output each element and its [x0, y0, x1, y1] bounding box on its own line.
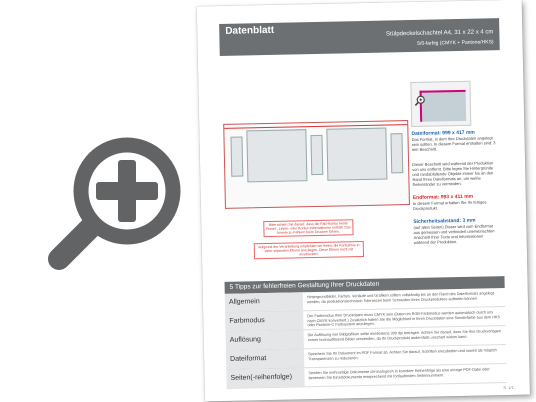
tip-value: Senden Sie mehrseitige Dokumente chronologisch in korrekter Reihenfolge als eine einzige PDF-Datei oder benennen Sie Einzeldokumente entsprechend mit fortlaufenden Seitennummern. [308, 367, 490, 380]
header-bar [219, 18, 500, 56]
tips-table [225, 276, 507, 392]
format-title: Dateiformat: 999 x 417 mm [411, 129, 475, 137]
product-subtitle: Stülpdeckelschachtel A4, 31 x 22 x 4 cm [385, 29, 494, 38]
bleed-detail [420, 90, 467, 122]
tip-key: Seiten(-reihenfolge) [226, 368, 304, 388]
magnifier-icon[interactable] [414, 95, 426, 107]
tips-title: 5 Tipps zur fehlerfreien Gestaltung Ihrer Druckdaten [225, 276, 505, 294]
end-format-info [413, 194, 499, 211]
page-title: Datenblatt [225, 24, 275, 37]
lid-panel [246, 129, 307, 182]
format-info [411, 130, 497, 152]
bleed-note: Dieser Beschnitt wird während der Produktion von uns entfernt. Bitte legen Sie Hintergründe und randabfallende Objekte immer bis an den Rand Ihres Dateiformats an, um weiße Seitenränder zu vermeiden. [412, 160, 494, 187]
format-text: Das Format, in dem Ihre Druckdaten angelegt sein sollten. In diesem Format enthalten sind: 3 mm Beschnitt. [411, 135, 496, 152]
datasheet-page[interactable] [197, 0, 530, 401]
end-format-text: In diesem Format erhalten Sie Ihr fertiges Druckprodukt. [412, 199, 487, 211]
safety-title: Sicherheitsabstand: 3 mm [413, 217, 476, 225]
flap [390, 133, 403, 173]
tip-value: Hintergrundbilder, Farben, Verläufe und Grafiken sollten vollständig bis an den Rand des Dateiformats angelegt werden, da produktionstechnisch Toleranzen beim Schneiden Ihres Druckproduktes auftreten können. [306, 291, 494, 304]
flap [310, 135, 323, 175]
safety-info [413, 218, 500, 245]
safety-text: (auf allen Seiten) Dieser wird vom Endformat aus gemessen und verhindert unerwünschten Anschnitt Ihrer Texte und Informationen während der Produktion. [413, 223, 495, 245]
zoom-in-icon[interactable] [45, 133, 185, 273]
tip-key: Farbmodus [225, 311, 303, 331]
tip-key: Allgemein [225, 292, 303, 312]
tip-value: Die Auflösung von Bildgrafiken sollte mindestens 300 dpi betragen. Achten Sie darauf, dass Sie Ihre Druckvorlagen immer hochauflösend Bilder verwenden, da Ihr Druckprodukt andernfalls unscharf wirken kann. [307, 329, 501, 342]
tip-value: Der Farbmodus Ihrer Druckdaten muss CMYK sein (Daten im RGB-Farbmodus werden automatisch durch uns nach CMYK konvertiert.) Zusätzlich haben Sie die Möglichkeit in Ihren Druckdaten eine Sonderfarbe aus dem HKS oder Pantone-C Farbsystem anzulegen. [307, 310, 501, 328]
tip-value: Speichern Sie Ihr Dokument im PDF Format ab. Achten Sie darauf, Schriften einzubetten und soweit als möglich Transparenzen zu reduzieren. [308, 348, 497, 361]
detail-thumbnail[interactable] [410, 81, 471, 127]
end-format-title: Endformat: 993 x 411 mm [412, 193, 474, 201]
die-cut-layout [223, 120, 410, 209]
tip-key: Auflösung [226, 330, 304, 350]
tip-key: Dateiformat [226, 349, 304, 369]
base-panel [326, 128, 387, 181]
die-note: Bitte achten Sie darauf, dass die Falz-Kontur keine Pinsel-, Linien- oder Kontur-Informationen enthält. Das könnte zu Fehlern beim Drucken führen. [263, 219, 353, 237]
page-number: S. 1/1 [503, 384, 514, 391]
color-info: 5/0-farbig (CMYK + Pantone/HKS) [417, 39, 494, 47]
flap [230, 137, 243, 177]
die-note: Aufgrund der Verarbeitung empfehlen wir Ihnen, die Konturlinie in einer separaten Ebene anzulegen. Diese Ebene nicht mit ausdrucken. [254, 241, 364, 259]
